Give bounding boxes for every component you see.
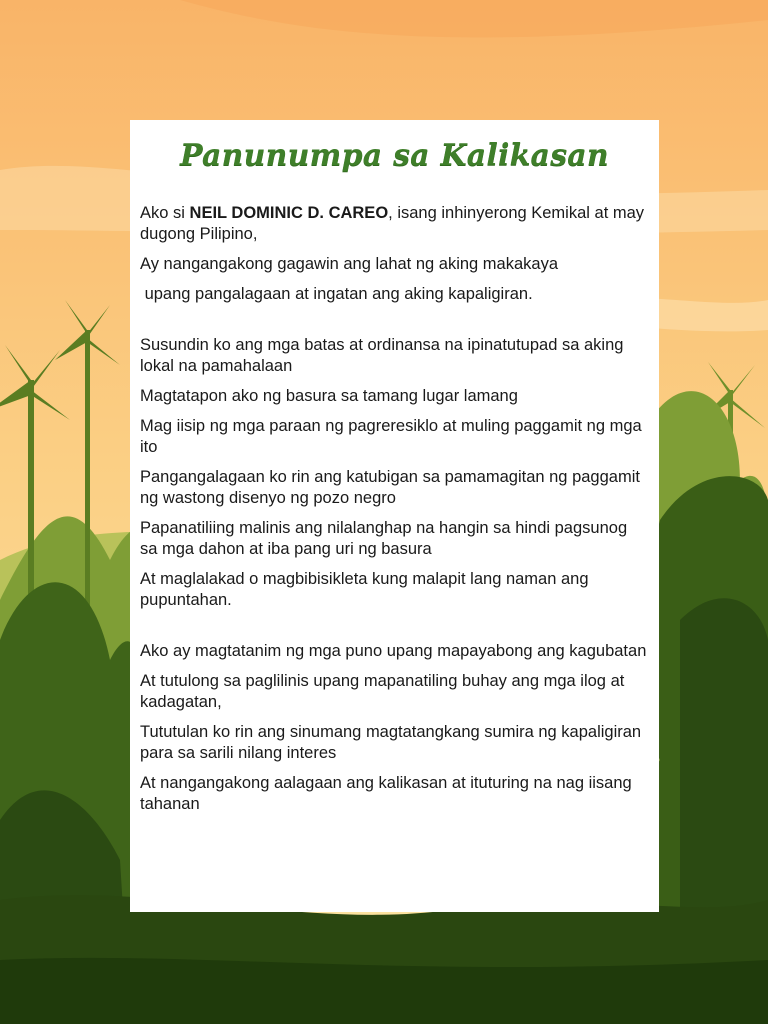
stanza2-line: At maglalakad o magbibisikleta kung malapit lang naman ang pupuntahan.: [140, 570, 589, 609]
intro-prefix: Ako si: [140, 204, 190, 222]
stanza1-line: Ay nangangakong gagawin ang lahat ng aking makakaya: [140, 255, 559, 273]
pledge-card: [130, 120, 659, 912]
stanza3-line: At tutulong sa paglilinis upang mapanatiling buhay ang mga ilog at kadagatan,: [140, 672, 625, 711]
intro-line: [140, 203, 649, 245]
stanza1-line: upang pangalagaan at ingatan ang aking kapaligiran.: [140, 285, 533, 303]
stanza3-line: Ako ay magtatanim ng mga puno upang mapayabong ang kagubatan: [140, 642, 647, 660]
stanza2-line: Magtatapon ako ng basura sa tamang lugar lamang: [140, 387, 518, 405]
page-title: Panunumpa sa Kalikasan: [180, 138, 609, 173]
intro-suffix: , isang inhinyerong Kemikal at may dugong Pilipino,: [140, 204, 645, 243]
stanza3-line: At nangangakong aalagaan ang kalikasan at ituturing na nag iisang tahanan: [140, 774, 632, 813]
author-name: NEIL DOMINIC D. CAREO: [189, 204, 389, 222]
pledge-body: [140, 203, 649, 815]
stanza3-line: Tututulan ko rin ang sinumang magtatangkang sumira ng kapaligiran para sa sarili nilang interes: [140, 723, 642, 762]
stanza2-line: Mag iisip ng mga paraan ng pagreresiklo at muling paggamit ng mga ito: [140, 417, 642, 456]
stanza2-line: Susundin ko ang mga batas at ordinansa na ipinatutupad sa aking lokal na pamahalaan: [140, 336, 624, 375]
stanza2-line: Papanatiliing malinis ang nilalanghap na hangin sa hindi pagsunog sa mga dahon at iba pang uri ng basura: [140, 519, 628, 558]
stanza2-line: Pangangalagaan ko rin ang katubigan sa pamamagitan ng paggamit ng wastong disenyo ng pozo negro: [140, 468, 640, 507]
